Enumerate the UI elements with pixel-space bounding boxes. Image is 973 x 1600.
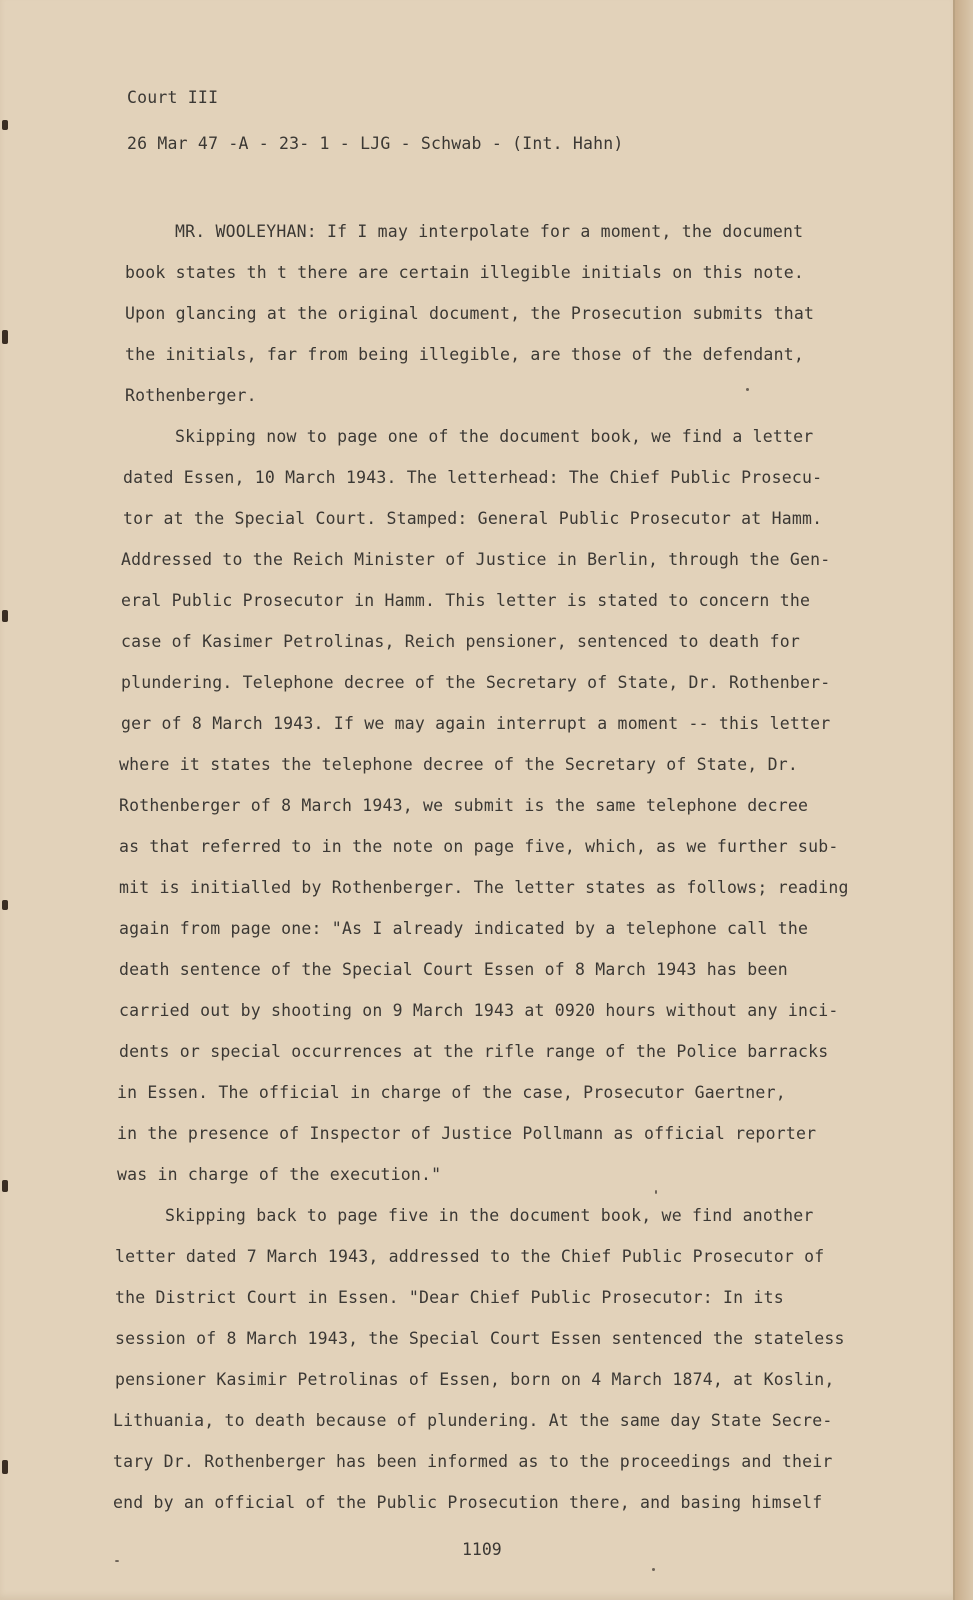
body-line: Lithuania, to death because of plundering. At the same day State Secre- — [113, 1411, 833, 1430]
body-line: dents or special occurrences at the rifle range of the Police barracks — [119, 1042, 829, 1061]
body-line: the District Court in Essen. "Dear Chief Public Prosecutor: In its — [115, 1288, 784, 1307]
body-line: carried out by shooting on 9 March 1943 at 0920 hours without any inci- — [119, 1001, 839, 1020]
body-line: Rothenberger of 8 March 1943, we submit is the same telephone decree — [119, 796, 809, 815]
paper-speck — [115, 1560, 119, 1562]
body-line: pensioner Kasimir Petrolinas of Essen, born on 4 March 1874, at Koslin, — [115, 1370, 835, 1389]
scan-edge — [955, 0, 973, 1600]
body-line: was in charge of the execution." — [117, 1165, 442, 1184]
body-line: again from page one: "As I already indicated by a telephone call the — [119, 919, 809, 938]
paper-speck — [652, 1568, 655, 1571]
body-line: Addressed to the Reich Minister of Justice in Berlin, through the Gen- — [121, 550, 831, 569]
body-line: session of 8 March 1943, the Special Court Essen sentenced the stateless — [115, 1329, 845, 1348]
body-line: mit is initialled by Rothenberger. The letter states as follows; reading — [119, 878, 849, 897]
body-line: letter dated 7 March 1943, addressed to the Chief Public Prosecutor of — [115, 1247, 825, 1266]
body-line: in the presence of Inspector of Justice Pollmann as official reporter — [117, 1124, 817, 1143]
body-line: case of Kasimer Petrolinas, Reich pensioner, sentenced to death for — [121, 632, 800, 651]
body-line: tor at the Special Court. Stamped: General Public Prosecutor at Hamm. — [123, 509, 823, 528]
body-line: end by an official of the Public Prosecution there, and basing himself — [113, 1493, 823, 1512]
body-line: death sentence of the Special Court Essen of 8 March 1943 has been — [119, 960, 788, 979]
body-line: eral Public Prosecutor in Hamm. This letter is stated to concern the — [121, 591, 811, 610]
body-line: ger of 8 March 1943. If we may again interrupt a moment -- this letter — [121, 714, 831, 733]
body-line: Upon glancing at the original document, the Prosecution submits that — [125, 304, 815, 323]
body-line: the initials, far from being illegible, are those of the defendant, — [125, 345, 804, 364]
page-number: 1109 — [462, 1540, 502, 1559]
session-header: 26 Mar 47 -A - 23- 1 - LJG - Schwab - (Int. Hahn) — [127, 134, 624, 153]
paper-speck — [655, 1190, 657, 1194]
body-line: Rothenberger. — [125, 386, 257, 405]
body-line: in Essen. The official in charge of the case, Prosecutor Gaertner, — [117, 1083, 786, 1102]
paper-speck — [746, 388, 749, 391]
body-line: as that referred to in the note on page five, which, as we further sub- — [119, 837, 839, 856]
body-line: book states th t there are certain illegible initials on this note. — [125, 263, 804, 282]
body-line: Skipping back to page five in the document book, we find another — [165, 1206, 814, 1225]
body-line: Skipping now to page one of the document book, we find a letter — [175, 427, 814, 446]
court-header: Court III — [127, 88, 219, 107]
body-line: dated Essen, 10 March 1943. The letterhead: The Chief Public Prosecu- — [123, 468, 823, 487]
body-line: plundering. Telephone decree of the Secretary of State, Dr. Rothenber- — [121, 673, 831, 692]
body-line: tary Dr. Rothenberger has been informed as to the proceedings and their — [113, 1452, 833, 1471]
body-line: MR. WOOLEYHAN: If I may interpolate for a moment, the document — [175, 222, 804, 241]
body-line: where it states the telephone decree of the Secretary of State, Dr. — [119, 755, 798, 774]
